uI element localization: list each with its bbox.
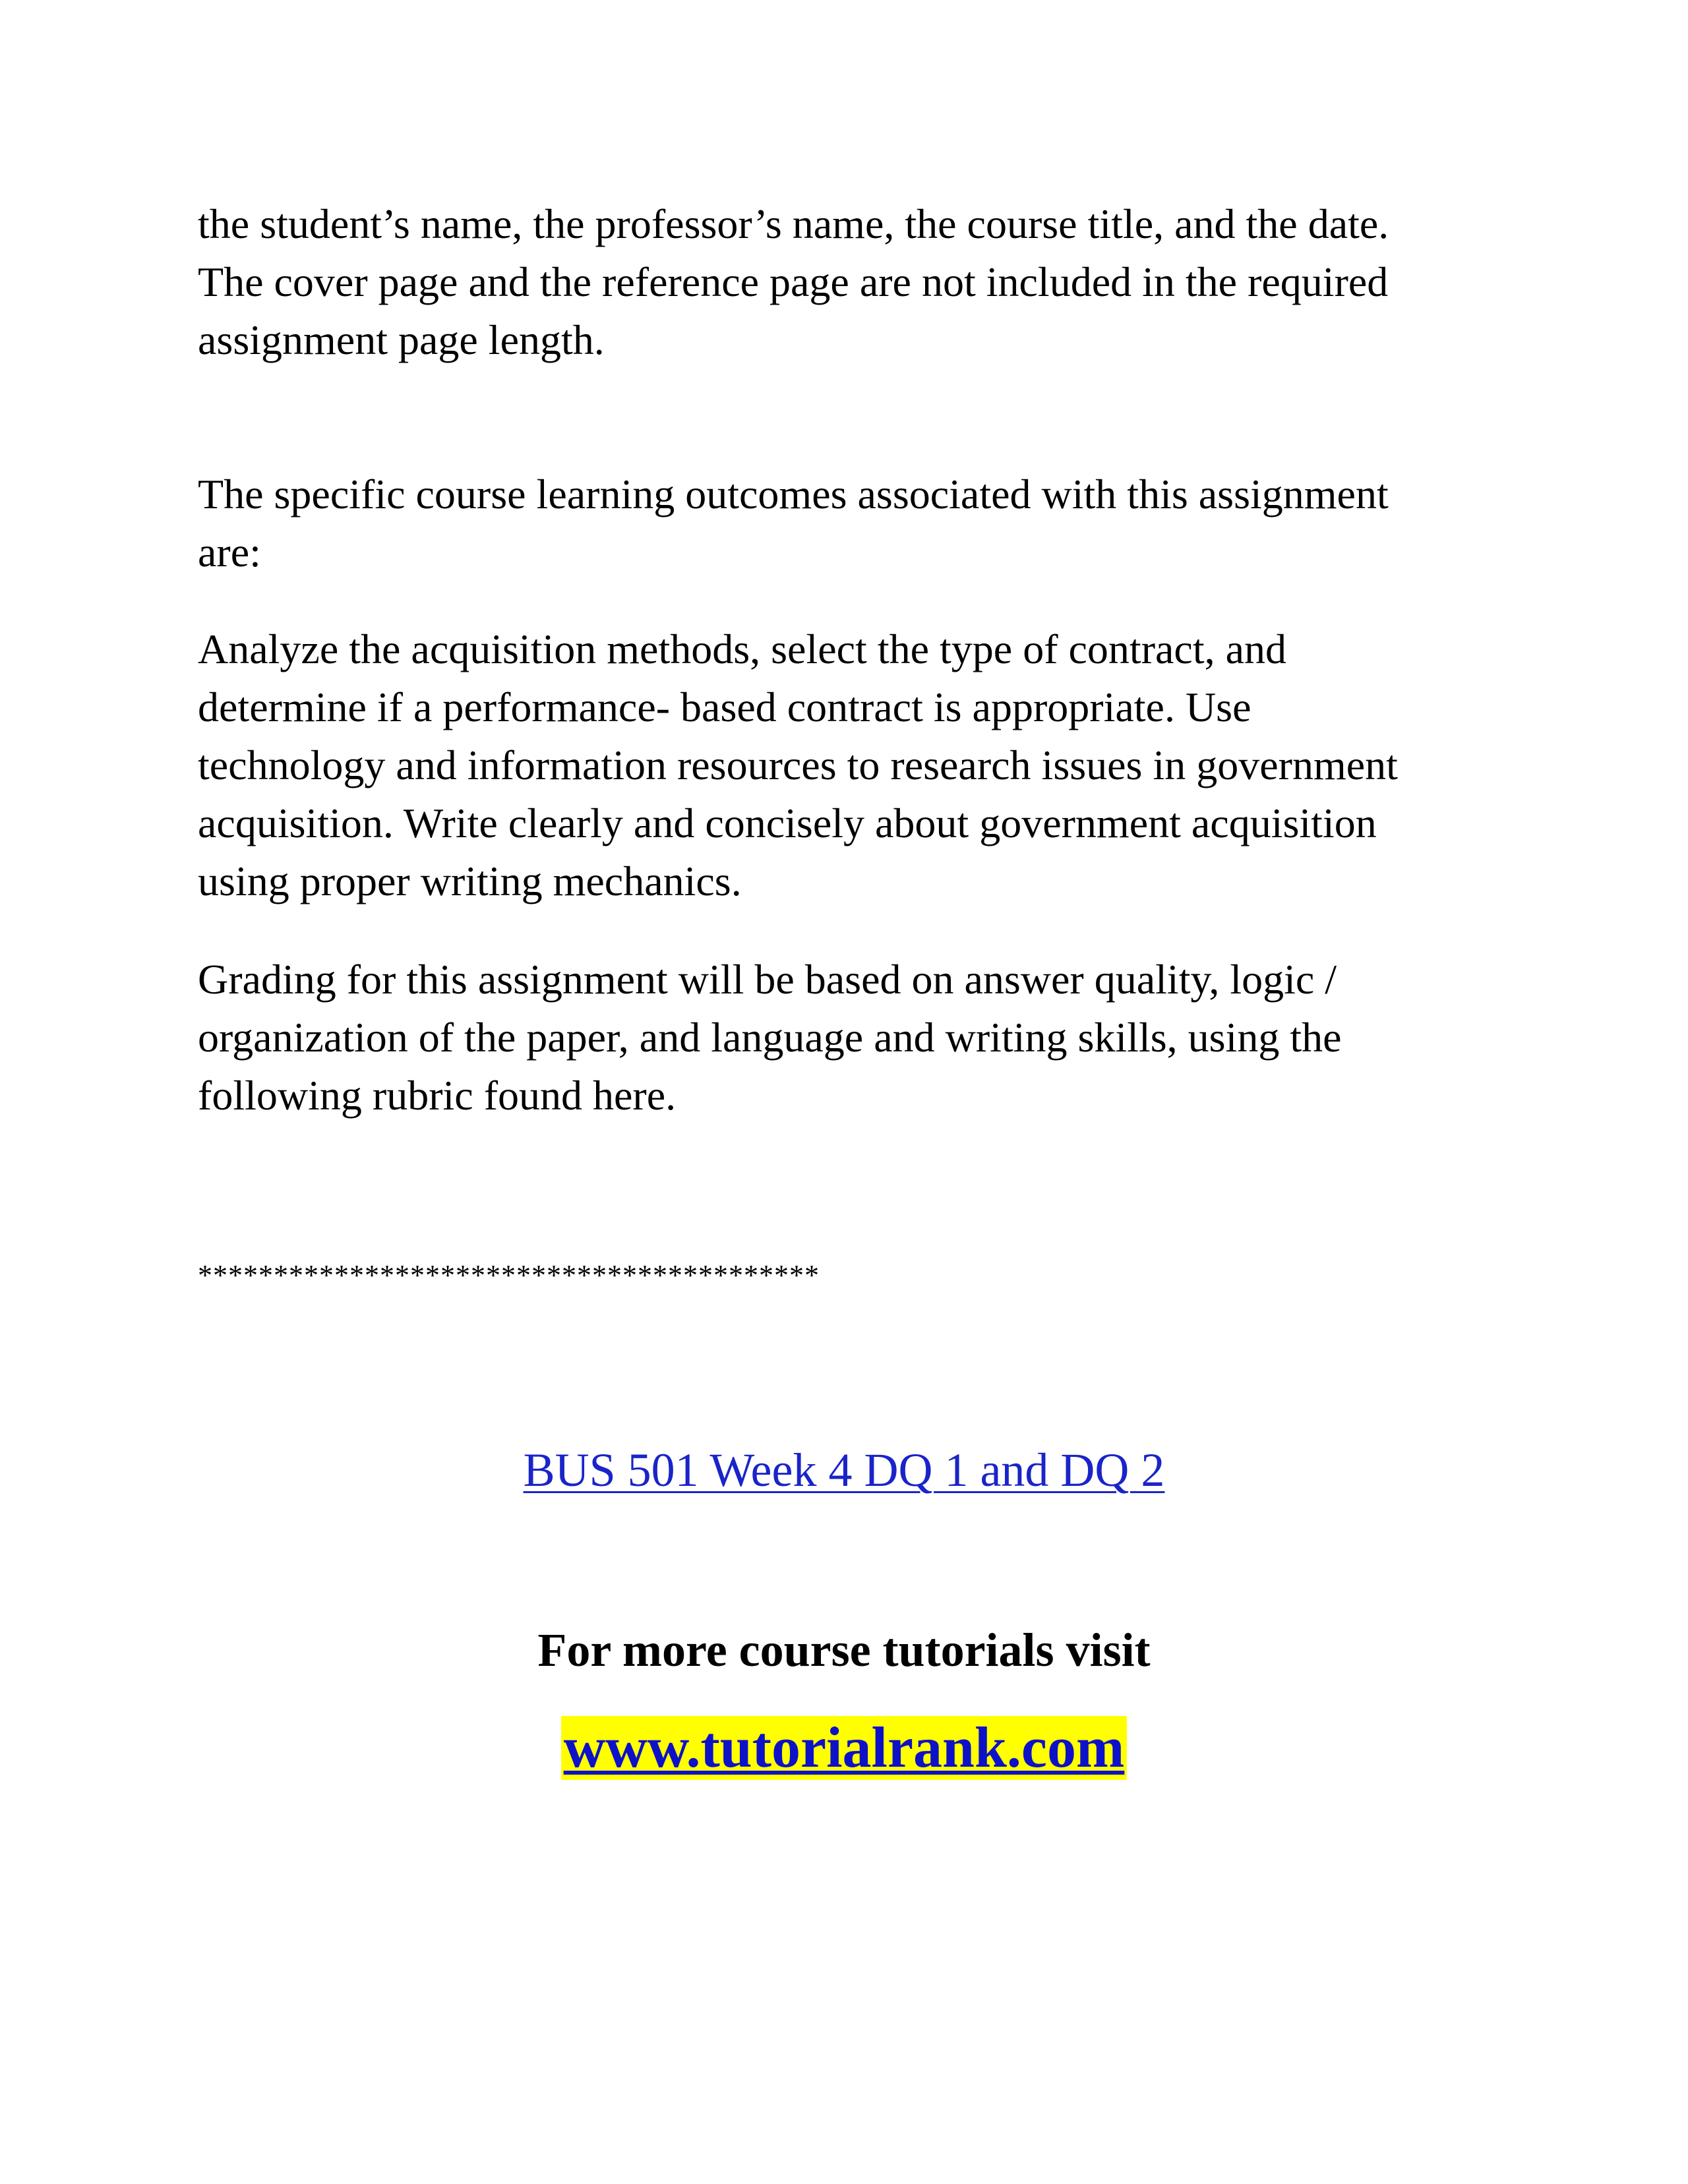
course-link-container [0,1438,1688,1502]
text-line: following rubric found here. [198,1072,677,1119]
text-line: The specific course learning outcomes associated with this assignment [198,471,1389,517]
paragraph-learning-outcomes-intro [198,465,1490,581]
text-line: technology and information resources to research issues in government [198,742,1398,788]
text-line: determine if a performance- based contract is appropriate. Use [198,684,1251,730]
paragraph-grading [198,951,1490,1125]
website-link[interactable]: www.tutorialrank.com [561,1716,1128,1780]
text-line: acquisition. Write clearly and concisely about government acquisition [198,800,1377,846]
website-link-container [0,1714,1688,1783]
text-line: assignment page length. [198,316,605,363]
text-line: Grading for this assignment will be based on answer quality, logic / [198,956,1337,1003]
text-line: The cover page and the reference page are not included in the required [198,258,1389,305]
text-line: the student’s name, the professor’s name, the course title, and the date. [198,200,1389,247]
more-tutorials-heading: For more course tutorials visit [537,1624,1151,1676]
paragraph-learning-outcomes [198,620,1490,910]
text-line: are: [198,529,261,576]
text-line: Analyze the acquisition methods, select the type of contract, and [198,626,1286,672]
paragraph-cover-page-details [198,195,1490,369]
text-line: using proper writing mechanics. [198,858,742,904]
asterisk-separator: ***************************************** [198,1259,820,1291]
text-line: organization of the paper, and language and writing skills, using the [198,1014,1342,1061]
course-link[interactable]: BUS 501 Week 4 DQ 1 and DQ 2 [523,1444,1165,1496]
